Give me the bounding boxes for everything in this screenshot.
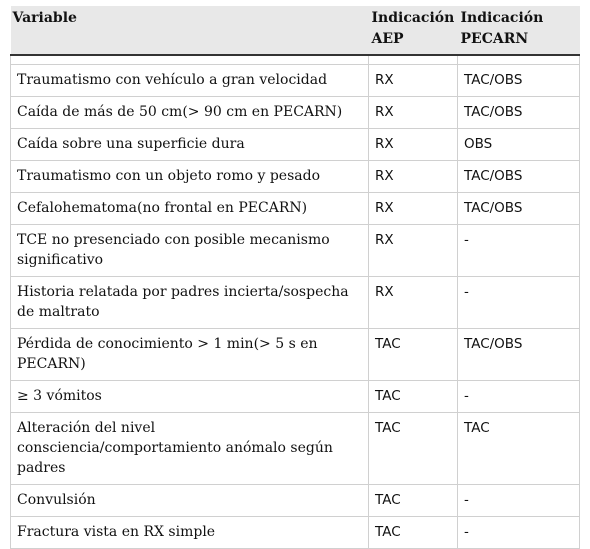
cell-aep: TAC [369,329,458,381]
cell-variable: Traumatismo con un objeto romo y pesado [11,161,369,193]
cell-aep: TAC [369,413,458,485]
cell-pecarn: TAC/OBS [458,65,580,97]
cell-variable: Pérdida de conocimiento > 1 min(> 5 s en PECARN) [11,329,369,381]
table-row [11,65,580,97]
cell-variable: Cefalohematoma(no frontal en PECARN) [11,193,369,225]
table-row [11,161,580,193]
table-row [11,329,580,381]
cell-variable: ≥ 3 vómitos [11,381,369,413]
criteria-table [10,6,580,549]
cell-aep: RX [369,97,458,129]
table-header [11,6,580,55]
table-row [11,413,580,485]
cell-aep: RX [369,161,458,193]
table-row [11,381,580,413]
spacer-cell [11,55,369,65]
table-spacer-row [11,55,580,65]
cell-pecarn: TAC/OBS [458,97,580,129]
table-row [11,517,580,549]
cell-pecarn: - [458,277,580,329]
cell-pecarn: - [458,485,580,517]
cell-pecarn: TAC/OBS [458,329,580,381]
cell-variable: TCE no presenciado con posible mecanismo significativo [11,225,369,277]
cell-variable: Caída sobre una superficie dura [11,129,369,161]
table-row [11,193,580,225]
cell-pecarn: TAC/OBS [458,161,580,193]
cell-variable: Convulsión [11,485,369,517]
header-row [11,6,580,55]
cell-variable: Fractura vista en RX simple [11,517,369,549]
cell-variable: Alteración del nivel consciencia/comportamiento anómalo según padres [11,413,369,485]
cell-variable: Historia relatada por padres incierta/sospecha de maltrato [11,277,369,329]
table-body [11,55,580,549]
cell-pecarn: TAC/OBS [458,193,580,225]
cell-aep: TAC [369,485,458,517]
table-row [11,485,580,517]
cell-aep: RX [369,129,458,161]
criteria-table-container [10,6,579,549]
cell-pecarn: - [458,381,580,413]
cell-aep: RX [369,65,458,97]
header-pecarn: Indicación PECARN [458,6,580,55]
cell-pecarn: - [458,225,580,277]
spacer-cell [458,55,580,65]
cell-aep: RX [369,225,458,277]
cell-aep: RX [369,277,458,329]
header-aep: Indicación AEP [369,6,458,55]
table-row [11,129,580,161]
cell-pecarn: OBS [458,129,580,161]
cell-pecarn: - [458,517,580,549]
cell-aep: RX [369,193,458,225]
cell-variable: Traumatismo con vehículo a gran velocidad [11,65,369,97]
cell-aep: TAC [369,381,458,413]
header-variable: Variable [11,6,369,55]
table-row [11,225,580,277]
cell-aep: TAC [369,517,458,549]
table-row [11,97,580,129]
table-row [11,277,580,329]
cell-variable: Caída de más de 50 cm(> 90 cm en PECARN) [11,97,369,129]
spacer-cell [369,55,458,65]
cell-pecarn: TAC [458,413,580,485]
